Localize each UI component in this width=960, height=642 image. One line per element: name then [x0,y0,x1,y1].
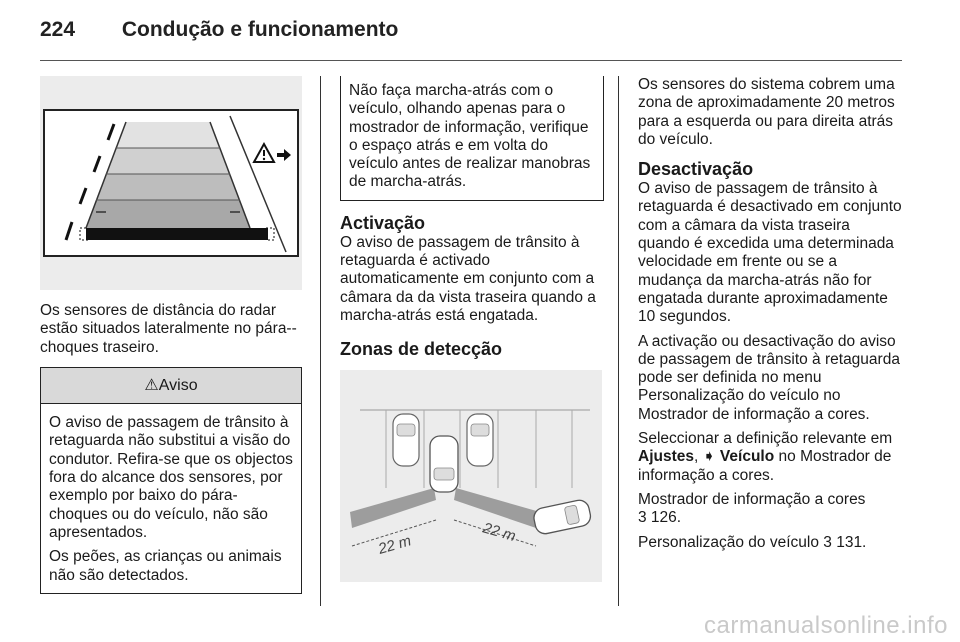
page-title: Condução e funcionamento [121,18,399,41]
detection-zones-illustration [340,370,602,582]
column-1 [40,76,302,594]
activation-text: O aviso de passagem de trânsito à retaguarda é activado automaticamente em conjunto com a câmara da da vista traseira quando a marcha-atrás está engatada. [340,233,596,324]
column-divider-1 [320,76,321,606]
warning-icon: ⚠ [144,376,159,394]
zone-label-right: 22 m [480,519,518,546]
figure-caption: Os sensores de distância do radar estão situados lateralmente no pára--choques traseiro. [40,302,297,356]
parked-car-right [467,414,493,466]
warning-paragraph-2: Os peões, as crianças ou animais não são detectados. [49,548,282,584]
detection-zones-heading: Zonas de detecção [340,339,503,360]
rear-camera-display-illustration [40,76,302,290]
configuration-text: A activação ou desactivação do aviso de passagem de trânsito à retaguarda pode ser definida no menu Personalização do veículo no Mostrador de informação a cores. [638,332,900,423]
deactivation-heading: Desactivação [638,159,754,180]
watermark: carmanualsonline.info [704,612,948,639]
page-reference-icon: 3 [823,533,832,551]
menu-arrow-icon: ➧ [702,448,716,466]
column-2 [340,76,604,582]
veiculo-menu-label: Veículo [715,448,775,466]
parked-car-left [393,414,419,466]
header-rule [40,60,902,61]
warning-paragraph-1: O aviso de passagem de trânsito à retaguarda não substitui a visão do condutor. Refira-se que os objectos fora do alcance dos sensores, por exemplo por baixo do pára-choques ou do veículo, não são apresentados. [49,414,293,541]
column-divider-2 [618,76,619,606]
caution-note-text: Não faça marcha-atrás com o veículo, olhando apenas para o mostrador de informação, verifique o espaço atrás e em volta do veículo antes de realizar manobras de marcha-atrás. [349,82,591,191]
page-header [40,18,398,42]
reference-info-display: Mostrador de informação a cores 3 126. [638,490,866,527]
warning-header [41,368,301,404]
select-setting-text: Seleccionar a definição relevante em Ajustes, ➧ Veículo no Mostrador de informação a cores. [638,430,893,484]
warning-title: Aviso [158,376,198,394]
page-reference-icon: 3 [638,509,647,527]
reference-vehicle-personalization: Personalização do veículo 3 131. [638,533,867,551]
zone-label-left: 22 m [376,532,414,559]
page-number: 224 [40,18,76,41]
ajustes-menu-label: Ajustes [638,448,694,466]
reversing-car [430,436,458,492]
caution-note-box [340,76,604,201]
warning-body [41,404,301,593]
column-3 [638,76,902,558]
coverage-text: Os sensores do sistema cobrem uma zona de aproximadamente 20 metros para a esquerda ou para direita atrás do veículo. [638,76,895,148]
activation-heading: Activação [340,212,426,233]
approaching-car [532,499,592,536]
warning-box [40,367,302,594]
deactivation-text: O aviso de passagem de trânsito à retaguarda é desactivado em conjunto com a câmara da vista traseira quando é excedida uma determinada velocidade em frente ou se a mudança da marcha-atrás não for engatada durante aproximadamente 10 segundos. [638,180,902,326]
